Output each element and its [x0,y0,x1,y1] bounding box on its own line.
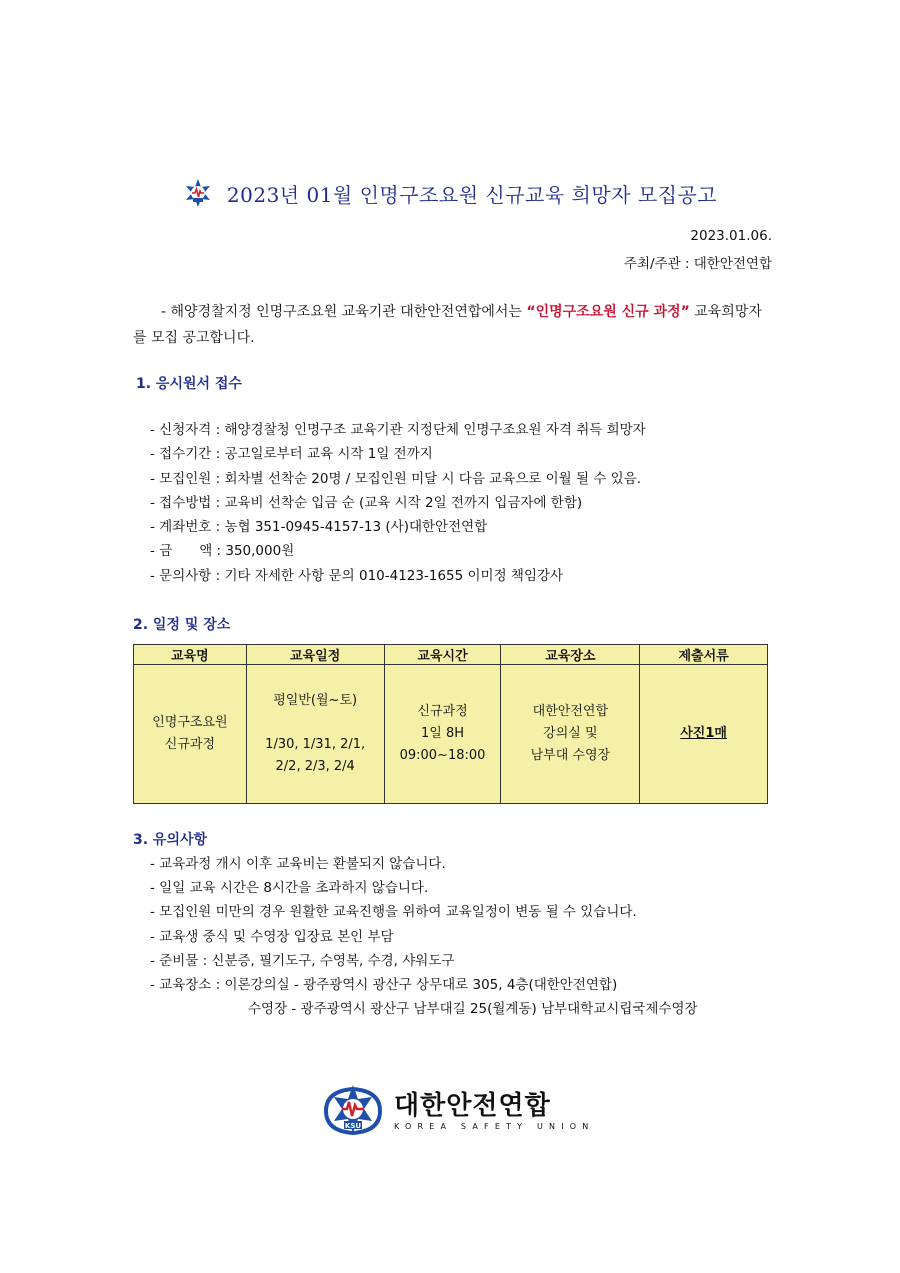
list-item: - 접수기간 : 공고일로부터 교육 시작 1일 전까지 [150,446,433,463]
page-title: 2023년 01월 인명구조요원 신규교육 희망자 모집공고 [226,182,718,207]
list-item: - 준비물 : 신분증, 필기도구, 수영복, 수경, 샤워도구 [150,952,455,969]
intro-after: 교육희망자를 모집 공고합니다. [133,304,762,346]
header-schedule: 교육일정 [246,645,384,665]
cell-time: 신규과정 1일 8H 09:00~18:00 [384,665,501,804]
intro-before: - 해양경찰지정 인명구조요원 교육기관 대한안전연합에서는 [161,304,527,320]
footer-logo [320,1083,595,1139]
list-item: - 금 액 : 350,000원 [150,543,295,560]
cell-docs: 사진1매 [640,665,768,804]
schedule-table [133,644,768,804]
section1-title: 1. 응시원서 접수 [136,376,242,392]
list-item: - 문의사항 : 기타 자세한 사항 문의 010-4123-1655 이미정 책임강사 [150,567,564,584]
section3-list [150,852,698,1021]
page-title-row [183,178,717,208]
intro-highlight: “인명구조요원 신규 과정” [526,304,690,320]
footer-org-name: 대한안전연합 [394,1090,551,1121]
footer-org-english: KOREA SAFETY UNION [394,1121,595,1131]
list-item-continuation: 수영장 - 광주광역시 광산구 남부대길 25(월계동) 남부대학교시립국제수영장 [248,1001,698,1018]
cell-schedule: 평일반(월~토) 1/30, 1/31, 2/1, 2/2, 2/3, 2/4 [246,665,384,804]
table-header-row [134,645,768,665]
list-item: - 계좌번호 : 농협 351-0945-4157-13 (사)대한안전연합 [150,519,488,536]
section2-title: 2. 일정 및 장소 [133,617,231,633]
list-item: - 모집인원 미만의 경우 원활한 교육진행을 위하여 교육일정이 변동 될 수 있습니다. [150,904,637,921]
header-course: 교육명 [134,645,247,665]
list-item: - 교육생 중식 및 수영장 입장료 본인 부담 [150,928,394,945]
announcement-date: 2023.01.06. [690,228,772,244]
cell-course: 인명구조요원 신규과정 [134,665,247,804]
table-row [134,665,768,804]
footer-org [394,1092,595,1131]
list-item: - 모집인원 : 회차별 선착순 20명 / 모집인원 미달 시 다음 교육으로 이월 될 수 있음. [150,470,642,487]
list-item: - 교육장소 : 이론강의실 - 광주광역시 광산구 상무대로 305, 4층(대한안전연합) [150,977,618,994]
header-docs: 제출서류 [640,645,768,665]
logo-badge: KSU [344,1122,362,1130]
list-item: - 교육과정 개시 이후 교육비는 환불되지 않습니다. [150,856,446,872]
ksu-logo-icon [183,178,213,208]
section3-title: 3. 유의사항 [133,832,208,848]
intro-paragraph [133,299,773,351]
list-item: - 신청자격 : 해양경찰청 인명구조 교육기관 지정단체 인명구조요원 자격 취득 희망자 [150,422,646,438]
list-item: - 접수방법 : 교육비 선착순 입금 순 (교육 시작 2일 전까지 입금자에 한함) [150,494,583,511]
section1-list [150,418,646,588]
header-place: 교육장소 [501,645,640,665]
host-organizer: 주최/주관 : 대한안전연합 [623,256,772,272]
cell-place: 대한안전연합 강의실 및 남부대 수영장 [501,665,640,804]
ksu-logo-icon [320,1083,386,1139]
list-item: - 일일 교육 시간은 8시간을 초과하지 않습니다. [150,880,429,897]
title-block [0,178,900,212]
header-time: 교육시간 [384,645,501,665]
